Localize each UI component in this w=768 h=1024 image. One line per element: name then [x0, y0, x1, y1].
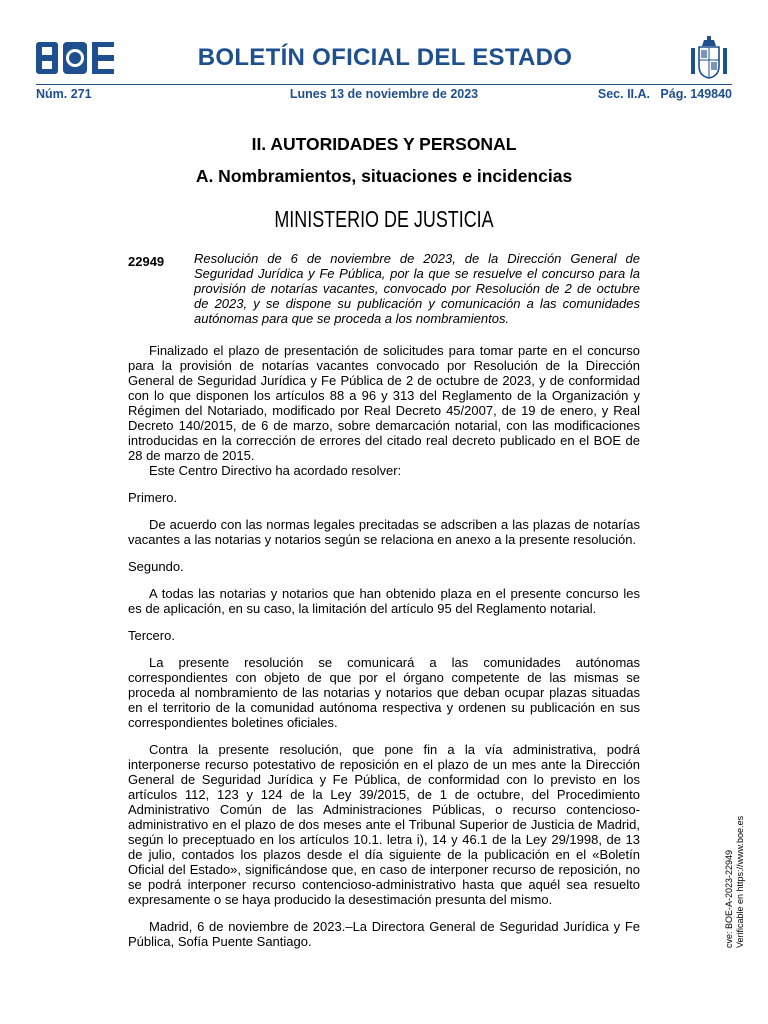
- issue-date: Lunes 13 de noviembre de 2023: [289, 87, 479, 101]
- article-heading: Tercero.: [128, 628, 175, 643]
- resolution-summary: Resolución de 6 de noviembre de 2023, de la Dirección General de Seguridad Jurídica y Fe Pública, por la que se resuelve el concurso para la provisión de notarías vacantes, convocado por Resolución de 2 de octubre de 2023, y se dispone su publicación y comunicación a las comunidades autónomas para que se proceda a los nombramientos.: [194, 251, 640, 326]
- body-paragraph: Este Centro Directivo ha acordado resolver:: [149, 463, 402, 478]
- article-heading: Primero.: [128, 490, 178, 505]
- section-page: Sec. II.A. Pág. 149840: [597, 87, 732, 101]
- verification-url: Verificable en https://www.boe.es: [735, 815, 745, 948]
- body-paragraph: Finalizado el plazo de presentación de solicitudes para tomar parte en el concurso para la provisión de notarías vacantes convocado por Resolución de la Dirección General de Seguridad Jurídica y Fe Pública de 2 de octubre de 2023, y de conformidad con lo que disponen los artículos 88 a 96 y 313 del Reglamento de la Organización y Régimen del Notariado, modificado por Real Decreto 45/2007, de 19 de enero, y Real Decreto 140/2015, de 6 de marzo, sobre demarcación notarial, con las modificaciones introducidas en la corrección de errores del citado real decreto publicado en el BOE de 28 de marzo de 2015.: [128, 343, 640, 463]
- article-heading: Segundo.: [128, 559, 184, 574]
- signature-paragraph: Madrid, 6 de noviembre de 2023.–La Directora General de Seguridad Jurídica y Fe Pública, Sofía Puente Santiago.: [128, 919, 640, 949]
- document-body: [128, 343, 640, 949]
- coat-of-arms-icon: [690, 36, 728, 80]
- cve-code: cve: BOE-A-2023-22949: [724, 849, 734, 948]
- body-paragraph: Contra la presente resolución, que pone fin a la vía administrativa, podrá interponerse recurso potestativo de reposición en el plazo de un mes ante la Dirección General de Seguridad Jurídica y Fe Pública, de conformidad con lo previsto en los artículos 112, 123 y 124 de la Ley 39/2015, de 1 de octubre, del Procedimiento Administrativo Común de las Administraciones Públicas, o recurso contencioso-administrativo en el plazo de dos meses ante el Tribunal Superior de Justicia de Madrid, según lo preceptuado en los artículos 10.1. letra i), 14 y 46.1 de la Ley 29/1998, de 13 de julio, contados los plazos desde el día siguiente de la publicación en el «Boletín Oficial del Estado», significándose que, en caso de interponer recurso de reposición, no se podrá interponer recurso contencioso-administrativo hasta que aquél sea resuelto expresamente o se haya producido la desestimación presunta del mismo.: [128, 742, 640, 907]
- section-title: II. AUTORIDADES Y PERSONAL: [251, 134, 517, 154]
- body-paragraph: De acuerdo con las normas legales precitadas se adscriben a las plazas de notarías vacantes a las notarias y notarios según se relaciona en anexo a la presente resolución.: [128, 517, 640, 547]
- boe-logo: [36, 42, 116, 74]
- reference-number: 22949: [128, 254, 165, 269]
- bulletin-title: BOLETÍN OFICIAL DEL ESTADO: [197, 44, 573, 71]
- issue-number: Núm. 271: [36, 87, 92, 101]
- ministry-title: MINISTERIO DE JUSTICIA: [274, 206, 494, 232]
- header-info-row: [36, 87, 732, 105]
- body-paragraph: La presente resolución se comunicará a las comunidades autónomas correspondientes con objeto de que por el órgano competente de las mismas se proceda al nombramiento de las notarias y notarios que deban ocupar plazas situadas en el territorio de la comunidad autónoma respectiva y ordenen su publicación en sus correspondientes boletines oficiales.: [128, 655, 640, 730]
- header-rule: [36, 84, 732, 85]
- verification-note: [724, 815, 746, 948]
- subsection-title: A. Nombramientos, situaciones e incidencias: [195, 166, 573, 186]
- boe-logo-mark: [36, 42, 116, 74]
- body-paragraph: A todas las notarias y notarios que han obtenido plaza en el presente concurso les es de aplicación, en su caso, la limitación del artículo 95 del Reglamento notarial.: [128, 586, 640, 616]
